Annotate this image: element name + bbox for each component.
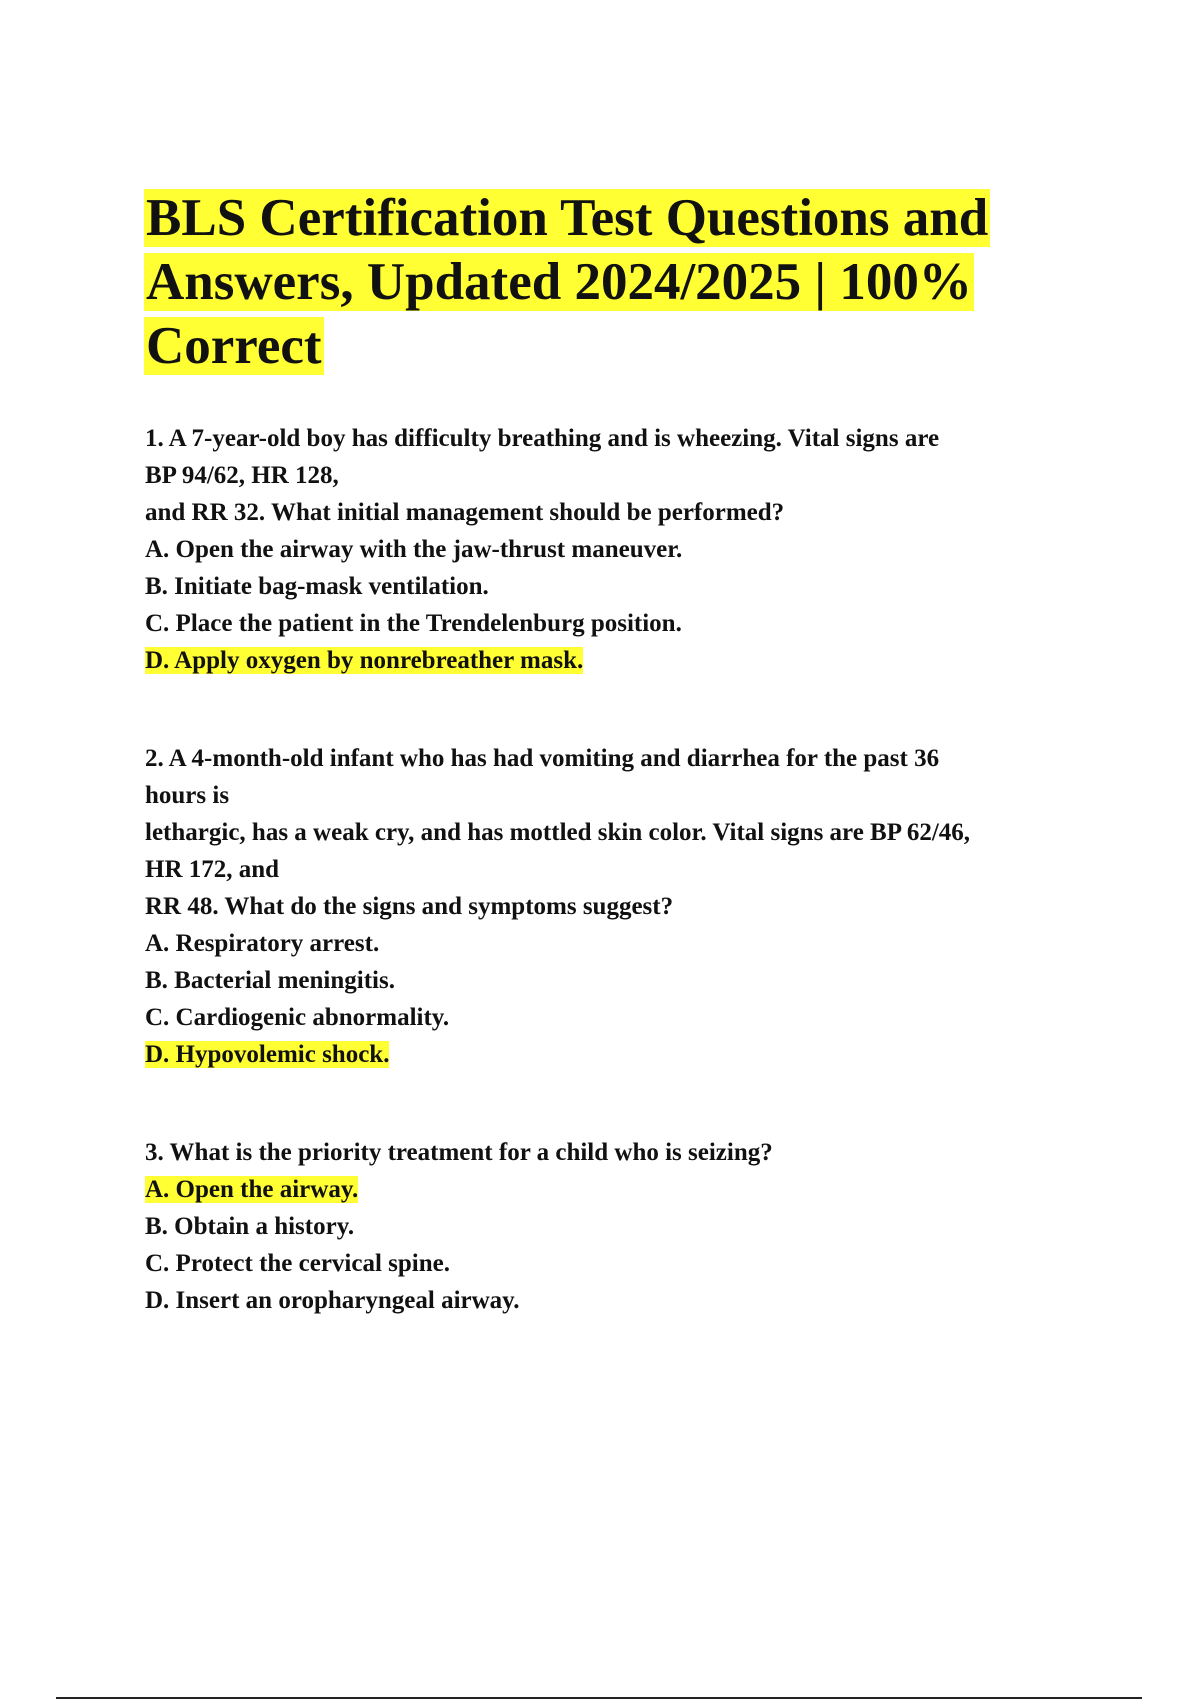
option-text: C. Cardiogenic abnormality. [145,1004,450,1031]
question-2 [145,740,1105,1073]
question-1-option-d [145,642,1105,679]
question-1-option-a [145,531,1105,568]
question-2-option-d [145,1036,1105,1073]
question-3-option-a [145,1171,1105,1208]
question-2-option-c [145,999,1105,1036]
question-2-stem-line-2: hours is [145,782,230,809]
correct-answer-highlight: A. Open the airway. [145,1176,359,1203]
correct-answer-highlight: D. Apply oxygen by nonrebreather mask. [145,647,584,674]
question-1-stem-line-1: 1. A 7-year-old boy has difficulty breathing and is wheezing. Vital signs are [145,425,940,452]
option-text: C. Protect the cervical spine. [145,1250,450,1277]
question-3-stem-line-1: 3. What is the priority treatment for a child who is seizing? [145,1139,773,1166]
question-2-stem-line-1: 2. A 4-month-old infant who has had vomiting and diarrhea for the past 36 [145,745,940,772]
question-3-option-c [145,1245,1105,1282]
question-2-option-a [145,925,1105,962]
question-1-option-c [145,605,1105,642]
correct-answer-highlight: D. Hypovolemic shock. [145,1041,390,1068]
question-2-stem-line-5: RR 48. What do the signs and symptoms suggest? [145,893,674,920]
question-1 [145,420,1105,679]
document-title [144,186,1084,378]
question-1-stem-line-2: BP 94/62, HR 128, [145,462,339,489]
question-2-stem-line-4: HR 172, and [145,856,280,883]
question-2-option-b [145,962,1105,999]
option-text: D. Insert an oropharyngeal airway. [145,1287,520,1314]
option-text: A. Respiratory arrest. [145,930,380,957]
title-line-1: BLS Certification Test Questions and [146,189,989,247]
option-text: C. Place the patient in the Trendelenburg position. [145,610,682,637]
option-text: B. Obtain a history. [145,1213,355,1240]
option-text: B. Initiate bag-mask ventilation. [145,573,489,600]
option-text: A. Open the airway with the jaw-thrust maneuver. [145,536,683,563]
question-3-option-d [145,1282,1105,1319]
footer-divider [56,1697,1142,1699]
question-1-option-b [145,568,1105,605]
question-2-stem-line-3: lethargic, has a weak cry, and has mottled skin color. Vital signs are BP 62/46, [145,819,971,846]
title-line-2: Answers, Updated 2024/2025 | 100% [146,253,972,311]
question-1-stem-line-3: and RR 32. What initial management should be performed? [145,499,785,526]
question-3-option-b [145,1208,1105,1245]
question-3 [145,1134,1105,1319]
title-line-3: Correct [146,317,322,375]
option-text: B. Bacterial meningitis. [145,967,395,994]
